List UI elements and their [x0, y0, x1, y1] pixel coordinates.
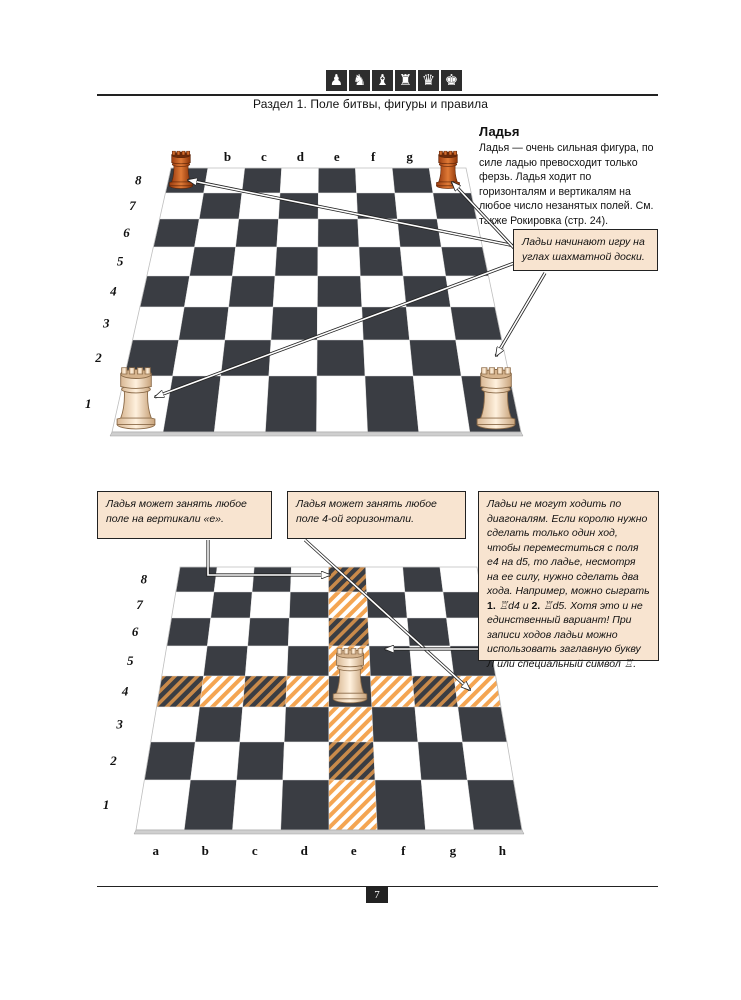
- board-square: [281, 780, 329, 830]
- board-square: [360, 276, 406, 307]
- board-square: [236, 219, 279, 247]
- board-square: [194, 219, 238, 247]
- file-label: e: [333, 149, 340, 164]
- board-square: [273, 276, 318, 307]
- rank-label: 2: [95, 350, 102, 365]
- rank-label: 7: [129, 198, 136, 213]
- file-label: g: [406, 149, 413, 164]
- board-square: [355, 168, 394, 193]
- board-square: [133, 307, 185, 340]
- board-square: [233, 780, 283, 830]
- board-square: [458, 707, 507, 742]
- rank-label: 8: [140, 571, 148, 587]
- board-square: [365, 376, 419, 432]
- file-label: f: [371, 149, 376, 164]
- board-square: [329, 707, 374, 742]
- board-square: [144, 742, 195, 780]
- board-square: [358, 219, 400, 247]
- rank-label: 3: [102, 315, 110, 331]
- rank-label: 7: [136, 597, 143, 612]
- board-square: [199, 193, 242, 219]
- board-edge: [110, 432, 523, 436]
- board-square: [375, 780, 425, 830]
- board-square: [462, 742, 513, 780]
- board-square: [184, 276, 232, 307]
- board-square: [173, 340, 225, 376]
- board-square: [329, 618, 370, 646]
- board-square: [395, 193, 437, 219]
- board-square: [290, 567, 328, 592]
- board-square: [140, 276, 190, 307]
- board-square: [283, 742, 329, 780]
- board-square: [406, 307, 455, 340]
- rank-label: 4: [121, 683, 129, 699]
- callout-file-e-text: Ладья может занять любое поле на вертикали «e».: [106, 498, 247, 525]
- callout-rooks-start: [513, 229, 658, 271]
- file-label: f: [401, 843, 406, 858]
- board-square: [167, 618, 211, 646]
- board-square: [271, 307, 317, 340]
- file-label: g: [449, 843, 457, 858]
- board-square: [147, 247, 195, 276]
- board-square: [225, 307, 273, 340]
- board-square: [373, 742, 421, 780]
- file-label: d: [296, 149, 304, 164]
- board-square: [245, 646, 288, 676]
- board-square: [229, 276, 275, 307]
- board-square: [467, 780, 522, 830]
- board-square: [243, 676, 287, 707]
- section-title: Раздел 1. Поле битвы, фигуры и правила: [252, 97, 488, 111]
- board-square: [211, 592, 252, 618]
- pawn-icon: ♟: [326, 70, 347, 91]
- callout-rank-4: [287, 491, 466, 539]
- board-square: [248, 618, 290, 646]
- board-square: [195, 707, 242, 742]
- board-square: [250, 592, 290, 618]
- file-label: e: [350, 843, 357, 858]
- board-square: [363, 340, 413, 376]
- board-square: [277, 219, 318, 247]
- board-square: [415, 707, 463, 742]
- board-square: [157, 676, 204, 707]
- board-square: [136, 780, 191, 830]
- board-square: [440, 567, 481, 592]
- board-square: [190, 247, 236, 276]
- file-label: c: [251, 843, 258, 858]
- arrow-line: [496, 273, 545, 356]
- board-square: [317, 276, 361, 307]
- file-label: d: [300, 843, 308, 858]
- rank-label: 6: [131, 624, 139, 639]
- board-square: [200, 676, 246, 707]
- top-chessboard: [110, 168, 523, 436]
- callout-diagonal-end: .: [633, 657, 637, 670]
- board-square: [317, 340, 365, 376]
- board-square: [368, 618, 410, 646]
- board-square: [191, 742, 240, 780]
- board-square: [318, 247, 361, 276]
- board-square: [370, 676, 414, 707]
- board-square: [280, 168, 318, 193]
- board-square: [392, 168, 433, 193]
- board-square: [451, 307, 502, 340]
- rank-label: 1: [102, 797, 110, 812]
- file-label: b: [223, 149, 232, 164]
- callout-diagonal-text-2: . Хотя это и не единственный вариант! При записи ходов ладьи можно использовать заглавную букву Л или специальный символ: [487, 599, 643, 670]
- board-square: [151, 707, 200, 742]
- rank-label: 4: [110, 283, 117, 299]
- rook-icon: ♜: [395, 70, 416, 91]
- file-label: a: [152, 843, 159, 858]
- board-square: [252, 567, 291, 592]
- board-square: [184, 780, 236, 830]
- rank-label: 5: [127, 653, 134, 668]
- board-square: [214, 376, 269, 432]
- board-square: [412, 676, 458, 707]
- board-square: [318, 219, 359, 247]
- move-1-number: 1.: [487, 599, 496, 612]
- board-square: [171, 592, 214, 618]
- board-square: [329, 780, 377, 830]
- callout-rooks-start-text: Ладьи начинают игру на углах шахматной доски.: [522, 236, 645, 263]
- board-square: [410, 340, 462, 376]
- board-square: [214, 567, 254, 592]
- board-square: [329, 592, 368, 618]
- page-number: 7: [366, 887, 388, 903]
- callout-diagonal-conj: и: [519, 599, 532, 612]
- board-square: [160, 193, 204, 219]
- board-square: [405, 592, 447, 618]
- board-square: [421, 780, 474, 830]
- board-square: [359, 247, 403, 276]
- board-square: [232, 247, 276, 276]
- board-square: [287, 646, 329, 676]
- board-square: [413, 376, 470, 432]
- board-square: [289, 592, 328, 618]
- board-square: [317, 376, 368, 432]
- rank-label: 8: [134, 172, 142, 188]
- board-square: [179, 307, 229, 340]
- queen-icon: ♛: [418, 70, 439, 91]
- callout-diagonal-text-1: Ладьи не могут ходить по диагоналям. Если королю нужно сделать только один ход, чтобы переместиться с поля e4 на d5, то ладье, несмотря на ее силу, нужно сделать два хода. Например, можно сыграть: [487, 498, 650, 597]
- bishop-icon: ♝: [372, 70, 393, 91]
- callout-file-e: [97, 491, 272, 539]
- move-2-notation: ♖d5: [543, 599, 565, 612]
- board-square: [441, 247, 488, 276]
- rank-label: 1: [85, 396, 92, 411]
- rook-symbol-icon: ♖: [623, 657, 634, 670]
- rank-label: 3: [116, 716, 123, 732]
- board-square: [237, 742, 285, 780]
- callout-rank-4-text: Ладья может занять любое поле 4-ой горизонтали.: [296, 498, 437, 525]
- article-text: Ладья — очень сильная фигура, по силе ладью превосходит только ферзь. Ладья ходит по горизонталям и вертикалям на любое число незанятых полей. См. также Рокировка (стр. 24).: [479, 142, 654, 227]
- board-square: [400, 247, 446, 276]
- callout-no-diagonal: [478, 491, 659, 670]
- board-square: [329, 742, 375, 780]
- knight-icon: ♞: [349, 70, 370, 91]
- move-1-notation: ♖d4: [498, 599, 520, 612]
- board-square: [176, 567, 217, 592]
- board-square: [372, 707, 418, 742]
- bottom-chessboard: [131, 567, 524, 834]
- board-square: [366, 567, 405, 592]
- board-square: [433, 193, 477, 219]
- file-label: h: [498, 843, 506, 858]
- board-square: [153, 219, 199, 247]
- file-label: b: [201, 843, 209, 858]
- board-square: [418, 742, 467, 780]
- board-edge: [134, 830, 524, 834]
- board-square: [207, 618, 250, 646]
- file-label: c: [261, 149, 267, 164]
- board-square: [286, 676, 329, 707]
- move-2-number: 2.: [531, 599, 541, 612]
- rank-label: 5: [116, 253, 124, 269]
- board-square: [240, 707, 286, 742]
- board-square: [162, 646, 207, 676]
- board-square: [318, 168, 356, 193]
- board-square: [407, 618, 450, 646]
- king-icon: ♚: [441, 70, 462, 91]
- board-square: [242, 168, 282, 193]
- board-square: [403, 567, 443, 592]
- board-square: [288, 618, 328, 646]
- rank-label: 6: [123, 225, 130, 240]
- board-square: [284, 707, 329, 742]
- board-square: [265, 376, 317, 432]
- board-square: [204, 646, 248, 676]
- rank-label: 2: [110, 753, 117, 768]
- article-heading: Ладья: [479, 124, 520, 139]
- board-square: [275, 247, 318, 276]
